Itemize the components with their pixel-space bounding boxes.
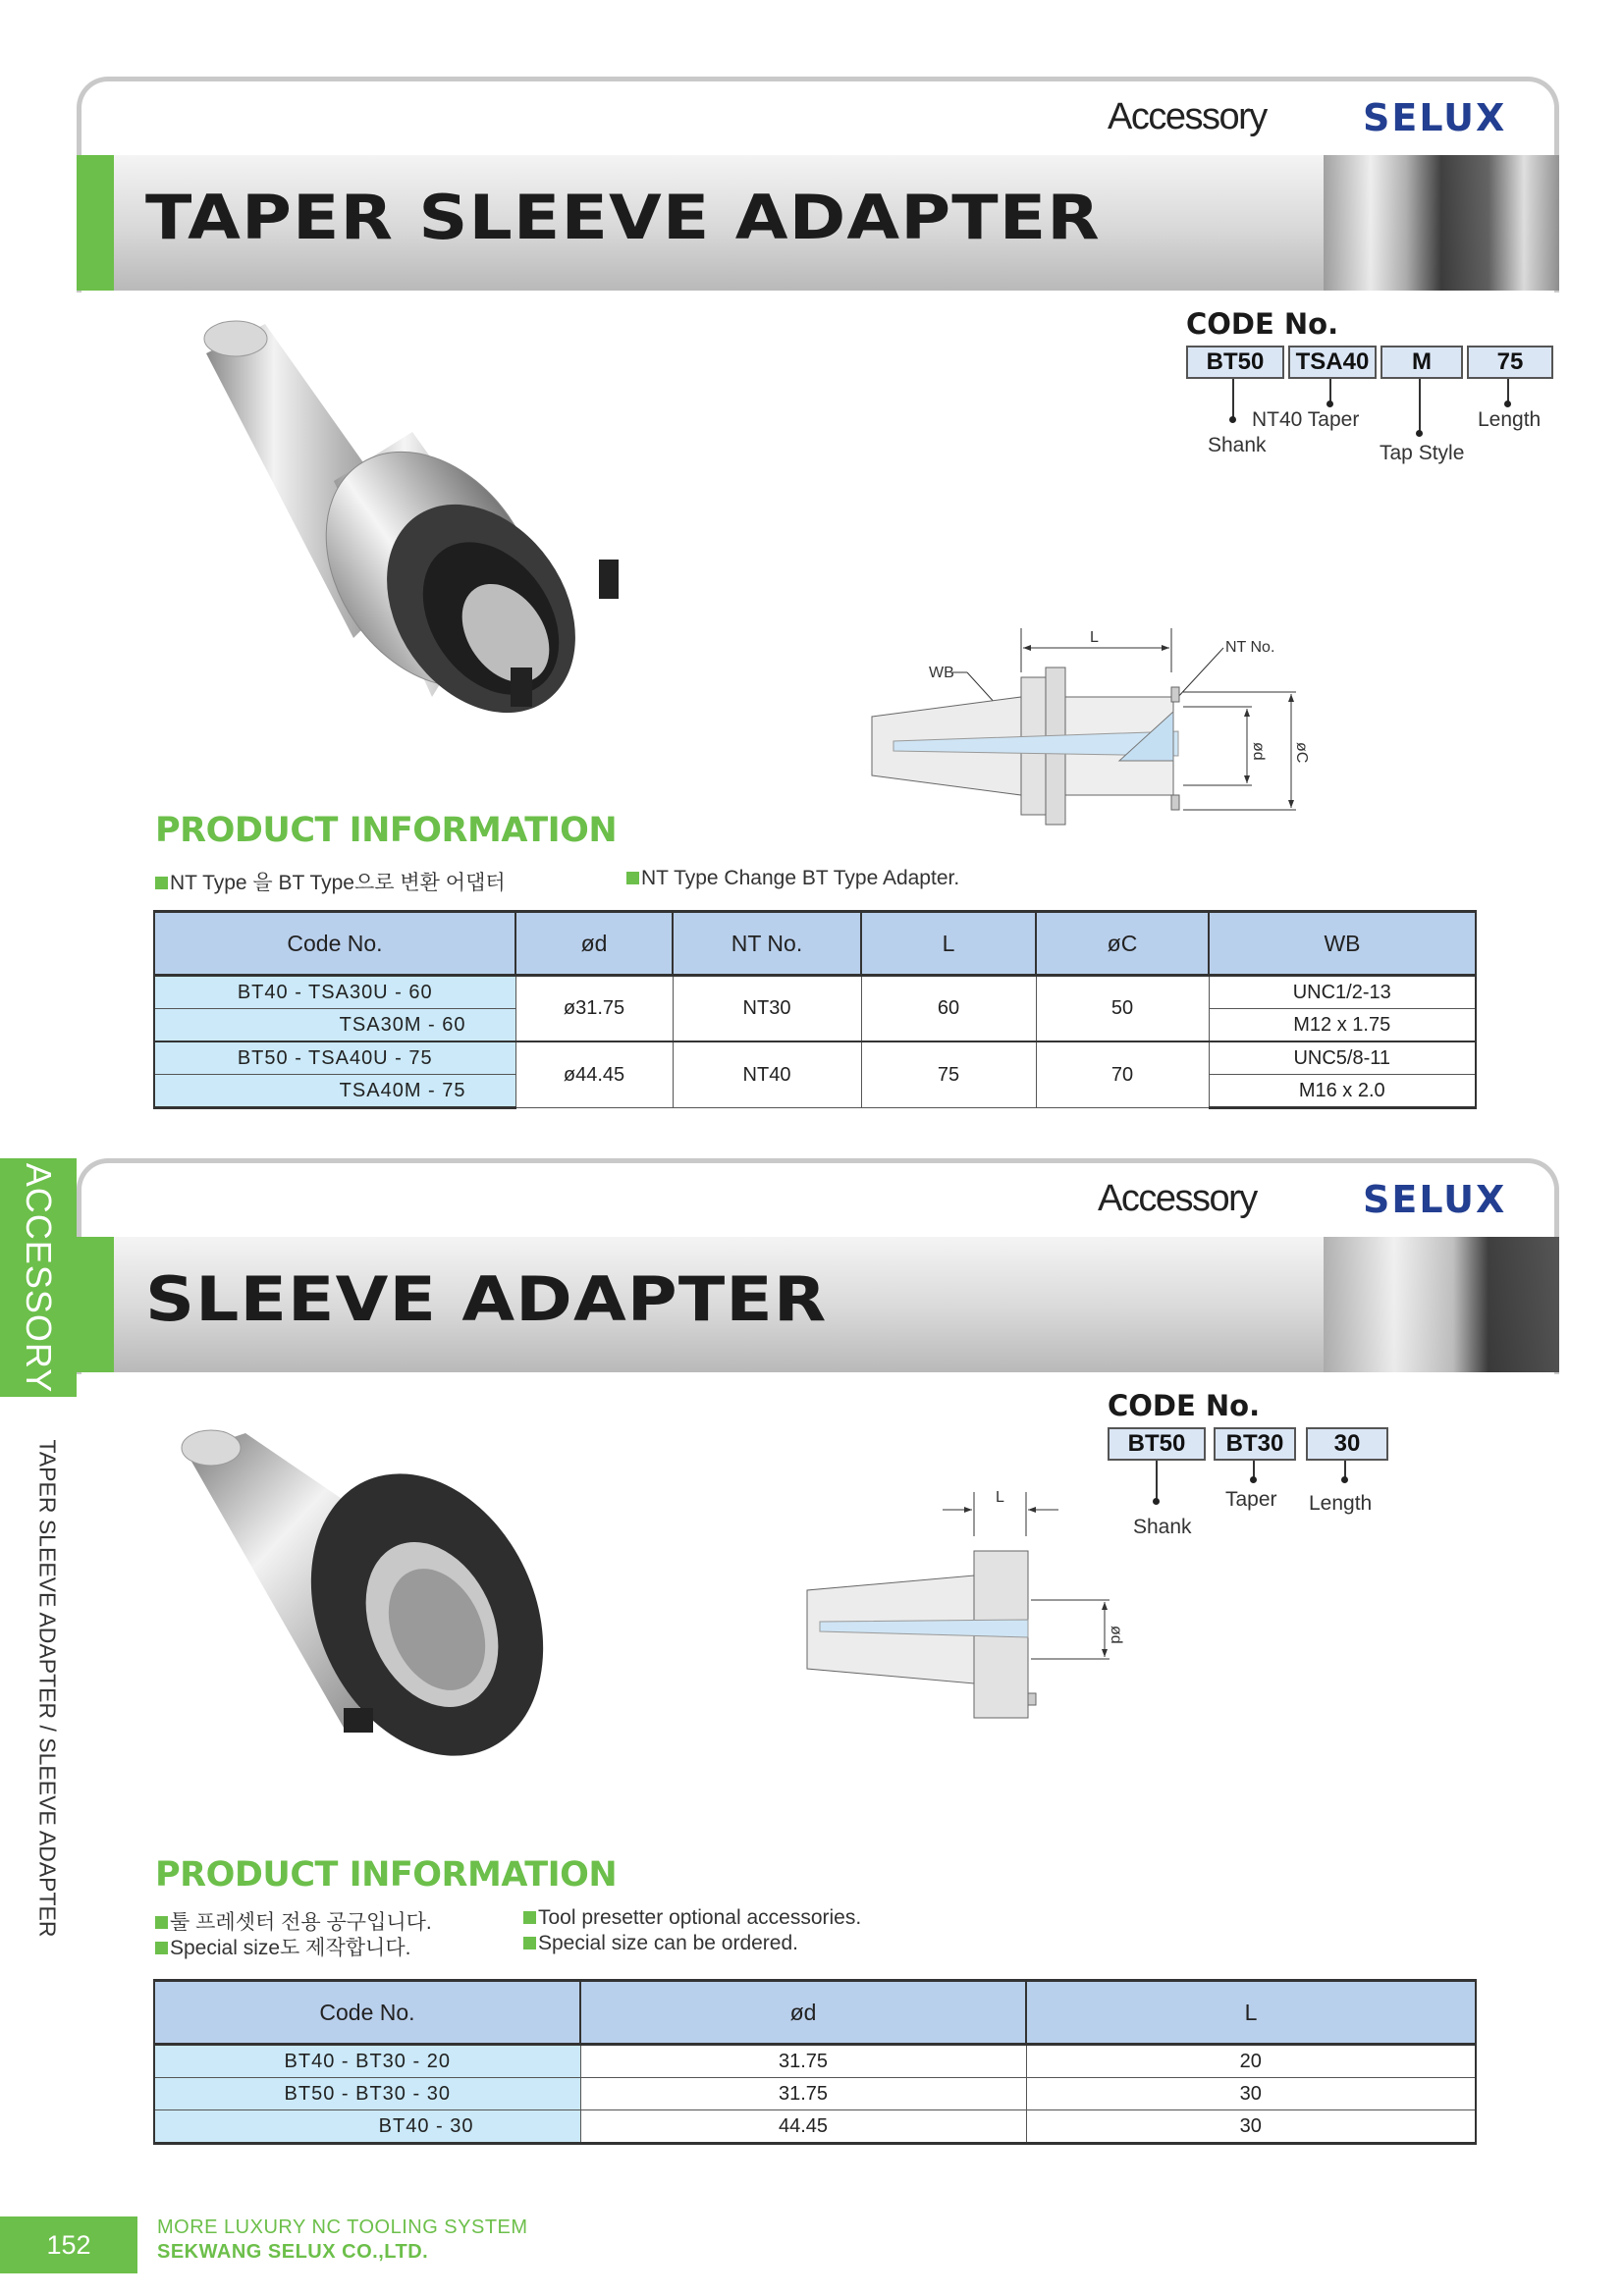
code-part-taper: BT30 — [1214, 1427, 1296, 1461]
diagram1-c-label: øC — [1293, 742, 1310, 764]
table-row — [154, 1041, 1476, 1075]
cell-d: ø31.75 — [515, 976, 673, 1042]
section1-note-ko: NT Type 을 BT Type으로 변환 어댑터 — [155, 867, 506, 896]
cell-wb: M16 x 2.0 — [1209, 1075, 1476, 1108]
diagram1-l-label: L — [1090, 629, 1099, 646]
sleeve-adapter-diagram — [795, 1472, 1149, 1728]
code-label-length: Length — [1478, 408, 1542, 431]
code-label-taper: NT40 Taper — [1252, 408, 1360, 431]
col-wb: WB — [1209, 912, 1476, 976]
diagram1-wb-label: WB — [929, 665, 954, 681]
cell-d: 31.75 — [580, 2045, 1026, 2078]
diagram1-nt-label: NT No. — [1225, 639, 1275, 656]
diagram1-d-label: ød — [1250, 742, 1267, 761]
code-part-length: 75 — [1467, 346, 1553, 379]
bullet-square-icon — [626, 872, 639, 884]
cell-code: BT40 - 30 — [154, 2110, 580, 2144]
bullet-square-icon — [155, 877, 168, 889]
cell-d: 31.75 — [580, 2078, 1026, 2110]
col-c: øC — [1036, 912, 1209, 976]
table-header-row — [154, 912, 1476, 976]
cell-d: 44.45 — [580, 2110, 1026, 2144]
table-row — [154, 2078, 1476, 2110]
col-d: ød — [580, 1981, 1026, 2045]
cell-nt: NT40 — [673, 1041, 861, 1108]
cell-wb: M12 x 1.75 — [1209, 1009, 1476, 1042]
section1-note-en: NT Type Change BT Type Adapter. — [626, 867, 959, 890]
code-label-taper: Taper — [1225, 1488, 1277, 1511]
section2-code-title: CODE No. — [1108, 1389, 1261, 1422]
cell-c: 70 — [1036, 1041, 1209, 1108]
cell-c: 50 — [1036, 976, 1209, 1042]
code-part-shank: BT50 — [1108, 1427, 1206, 1461]
sleeve-adapter-spec-table — [153, 1979, 1477, 2145]
taper-sleeve-adapter-diagram — [854, 618, 1326, 834]
cell-code: TSA30M - 60 — [154, 1009, 515, 1042]
code-label-shank: Shank — [1208, 434, 1267, 456]
section1-code-title: CODE No. — [1186, 307, 1339, 341]
section1-info-title: PRODUCT INFORMATION — [155, 811, 618, 850]
diagram2-d-label: ød — [1108, 1626, 1124, 1644]
section2-note-ko-2: Special size도 제작합니다. — [155, 1932, 410, 1961]
cell-wb: UNC1/2-13 — [1209, 976, 1476, 1009]
section1-brand-logo: SELUX — [1363, 96, 1507, 139]
table-row — [154, 2110, 1476, 2144]
section2-title: SLEEVE ADAPTER — [145, 1263, 828, 1335]
section2-green-bar — [77, 1237, 114, 1372]
cell-l: 30 — [1026, 2078, 1476, 2110]
section1-title: TAPER SLEEVE ADAPTER — [145, 182, 1101, 253]
cell-code: BT50 - TSA40U - 75 — [154, 1041, 515, 1075]
section2-category: Accessory — [1098, 1178, 1257, 1219]
side-subtitle: TAPER SLEEVE ADAPTER / SLEEVE ADAPTER — [34, 1439, 61, 1938]
page-number: 152 — [0, 2216, 137, 2273]
cell-l: 75 — [861, 1041, 1036, 1108]
cell-d: ø44.45 — [515, 1041, 673, 1108]
section2-note-ko-1: 툴 프레셋터 전용 공구입니다. — [155, 1906, 432, 1936]
table-row — [154, 2045, 1476, 2078]
table-row — [154, 976, 1476, 1009]
bullet-square-icon — [523, 1911, 536, 1924]
bullet-square-icon — [155, 1916, 168, 1929]
section2-note-en-1: Tool presetter optional accessories. — [523, 1906, 861, 1930]
footer-tagline: MORE LUXURY NC TOOLING SYSTEM — [157, 2216, 528, 2238]
col-code-no: Code No. — [154, 912, 515, 976]
cell-code: BT40 - BT30 - 20 — [154, 2045, 580, 2078]
code-label-length: Length — [1309, 1492, 1373, 1515]
code-part-taper: TSA40 — [1288, 346, 1377, 379]
cell-wb: UNC5/8-11 — [1209, 1041, 1476, 1075]
section2-info-title: PRODUCT INFORMATION — [155, 1855, 618, 1895]
cell-l: 30 — [1026, 2110, 1476, 2144]
section1-category: Accessory — [1108, 96, 1267, 137]
col-nt-no: NT No. — [673, 912, 861, 976]
code-part-length: 30 — [1306, 1427, 1388, 1461]
col-l: L — [1026, 1981, 1476, 2045]
band-tool-image — [1324, 1237, 1559, 1372]
col-l: L — [861, 912, 1036, 976]
bullet-square-icon — [523, 1937, 536, 1949]
code-part-shank: BT50 — [1186, 346, 1284, 379]
taper-sleeve-adapter-photo — [187, 314, 658, 736]
section2-brand-logo: SELUX — [1363, 1178, 1507, 1221]
code-label-shank: Shank — [1133, 1516, 1192, 1538]
cell-code: TSA40M - 75 — [154, 1075, 515, 1108]
code-part-tap-style: M — [1380, 346, 1463, 379]
diagram2-l-label: L — [996, 1489, 1004, 1506]
code-label-tap-style: Tap Style — [1380, 442, 1465, 464]
footer-company: SEKWANG SELUX CO.,LTD. — [157, 2241, 429, 2263]
sleeve-adapter-photo — [167, 1423, 579, 1777]
bullet-square-icon — [155, 1942, 168, 1954]
table-header-row — [154, 1981, 1476, 2045]
col-code-no: Code No. — [154, 1981, 580, 2045]
col-d: ød — [515, 912, 673, 976]
side-tab-label: ACCESSORY — [19, 1162, 59, 1394]
band-tool-image — [1324, 155, 1559, 291]
cell-l: 60 — [861, 976, 1036, 1042]
section2-note-en-2: Special size can be ordered. — [523, 1932, 798, 1955]
cell-nt: NT30 — [673, 976, 861, 1042]
section1-green-bar — [77, 155, 114, 291]
cell-code: BT50 - BT30 - 30 — [154, 2078, 580, 2110]
cell-l: 20 — [1026, 2045, 1476, 2078]
taper-sleeve-spec-table — [153, 910, 1477, 1109]
cell-code: BT40 - TSA30U - 60 — [154, 976, 515, 1009]
